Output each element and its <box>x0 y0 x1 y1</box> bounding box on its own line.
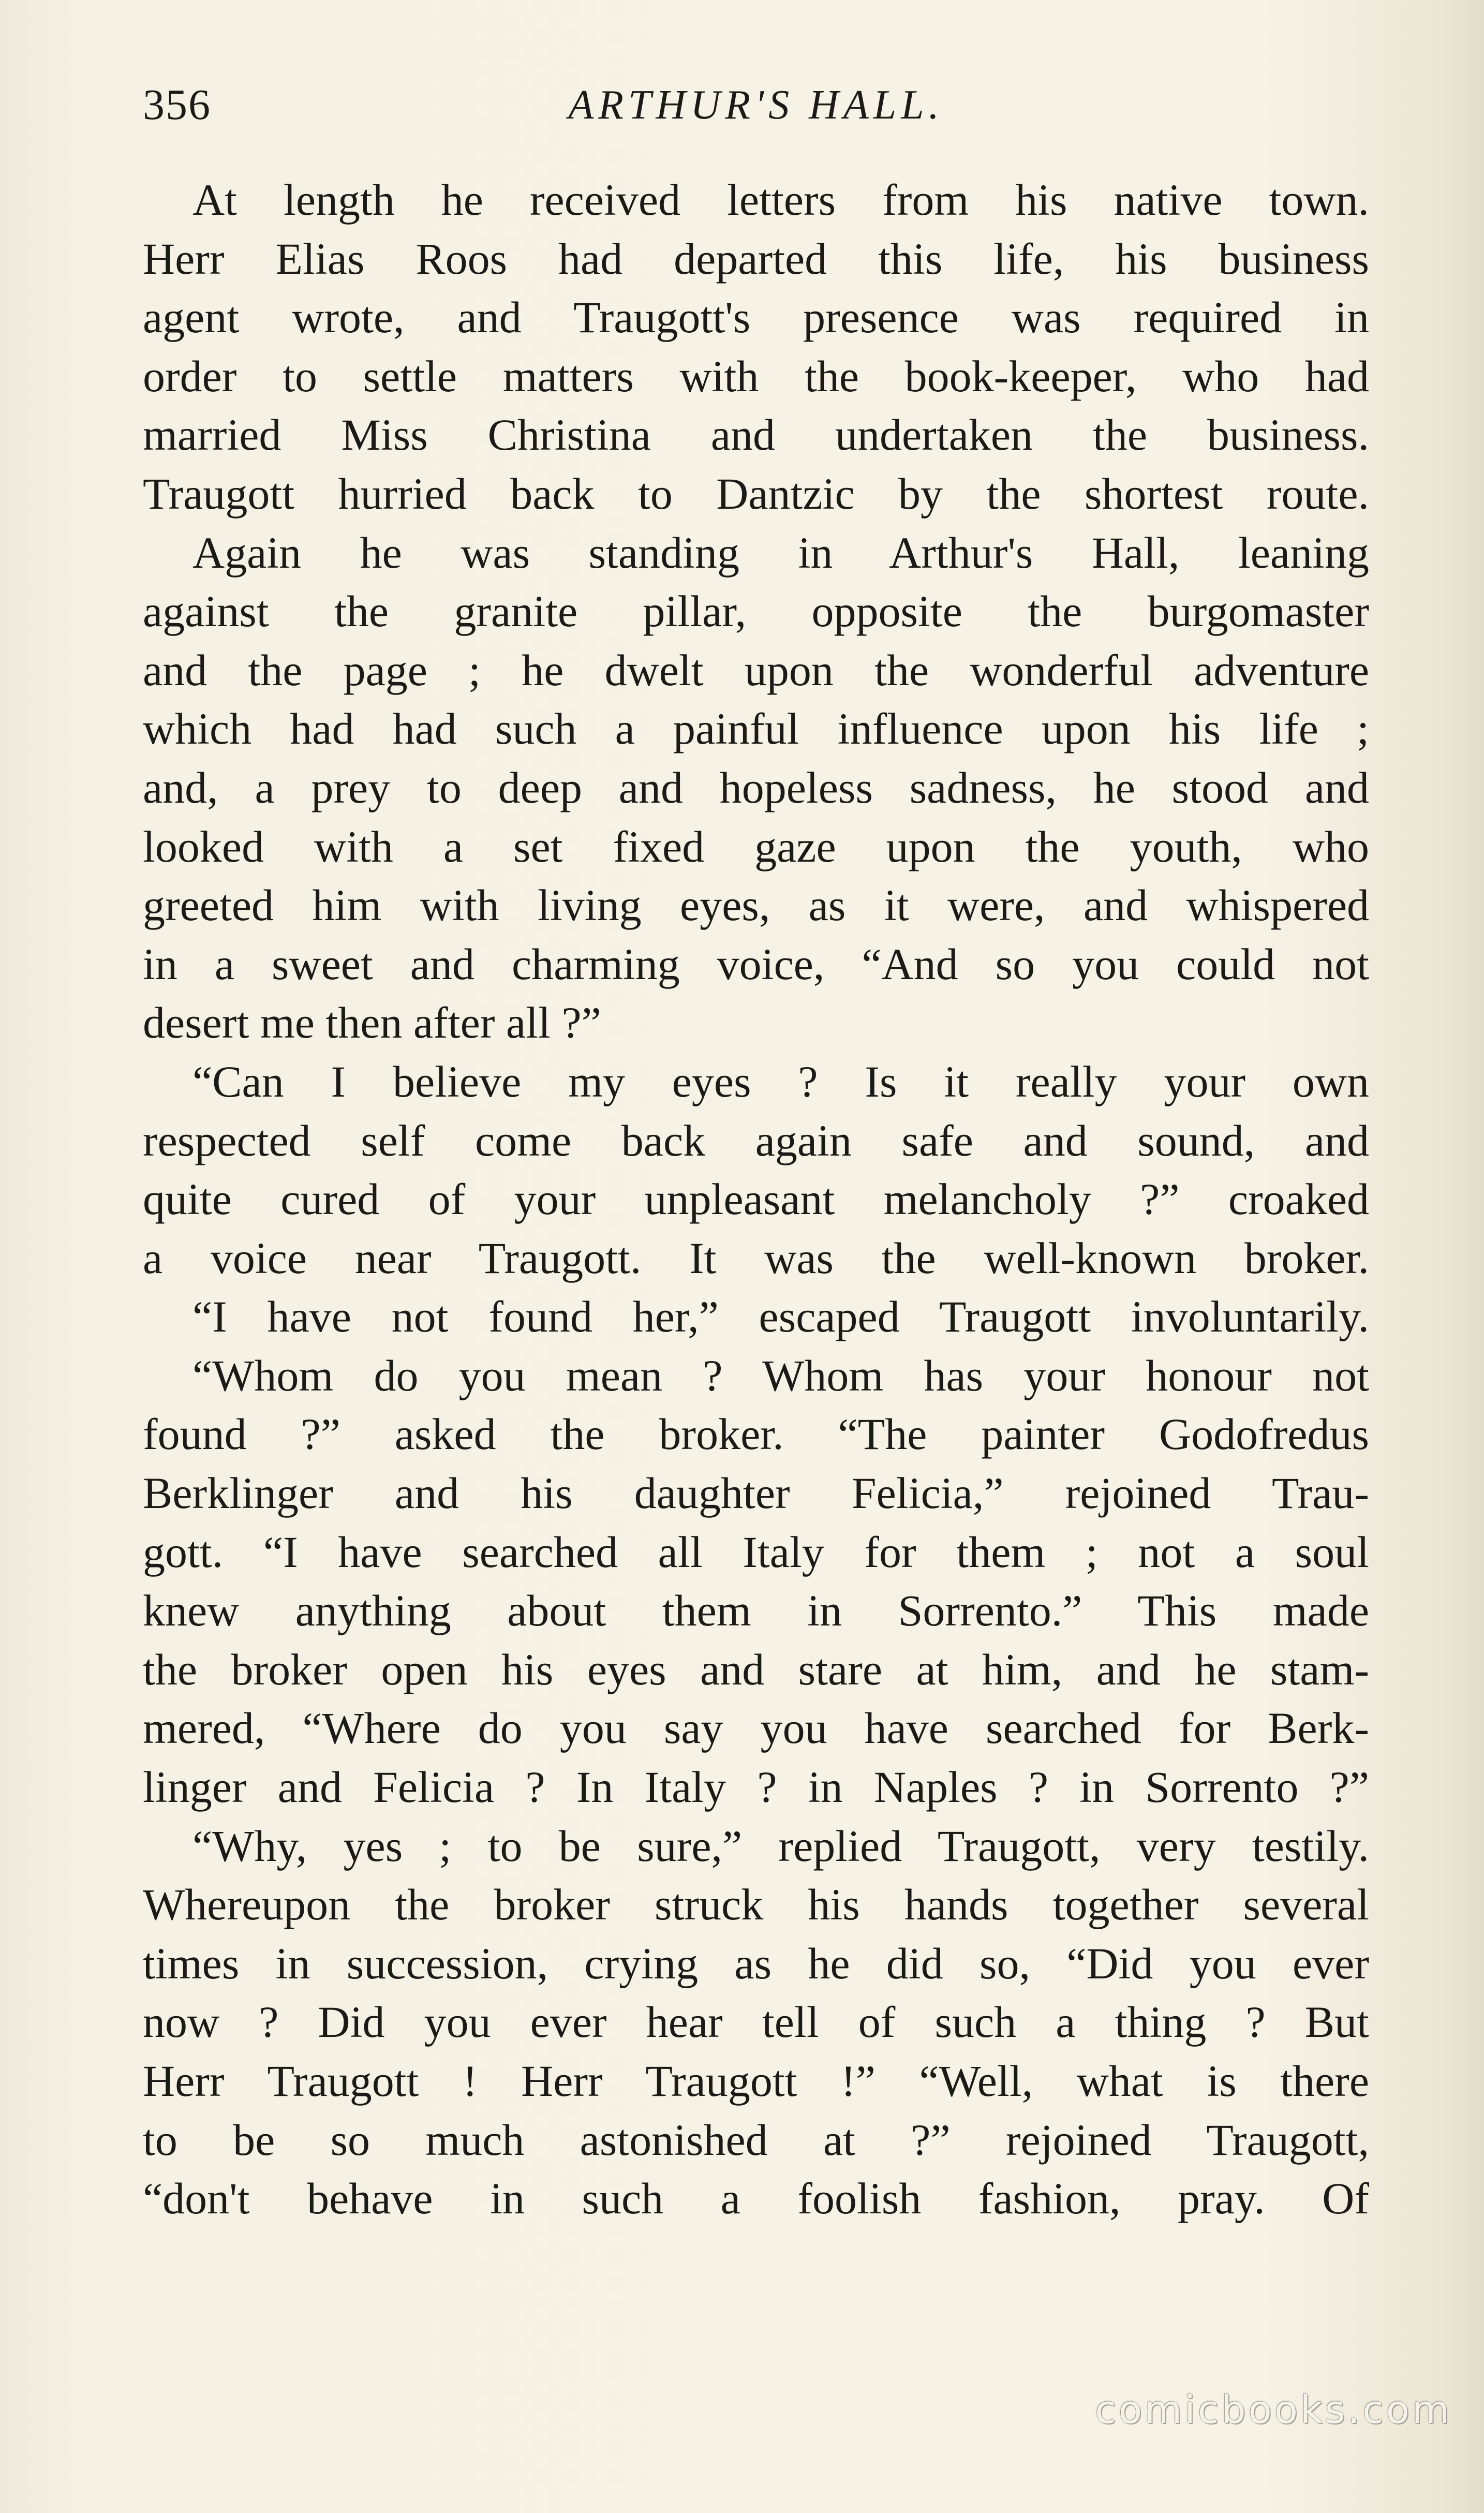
text-line: found ?” asked the broker. “The painter Godofredus <box>143 1409 1369 1459</box>
text-line: looked with a set fixed gaze upon the youth, who <box>143 821 1369 871</box>
text-line: and, a prey to deep and hopeless sadness, he stood and <box>143 762 1369 812</box>
text-line: married Miss Christina and undertaken the business. <box>143 410 1369 460</box>
text-line: At length he received letters from his native town. <box>192 175 1369 225</box>
text-line: gott. “I have searched all Italy for them ; not a soul <box>143 1527 1369 1577</box>
text-line: agent wrote, and Traugott's presence was required in <box>143 292 1369 343</box>
page-number: 356 <box>143 81 211 129</box>
text-line: mered, “Where do you say you have searched for Berk- <box>143 1703 1369 1753</box>
text-line: to be so much astonished at ?” rejoined Traugott, <box>143 2115 1369 2165</box>
text-line: “I have not found her,” escaped Traugott involuntarily. <box>192 1292 1369 1342</box>
text-line: Traugott hurried back to Dantzic by the shortest route. <box>143 468 1369 519</box>
text-line: against the granite pillar, opposite the burgomaster <box>143 586 1369 637</box>
text-line: greeted him with living eyes, as it were, and whispered <box>143 880 1369 930</box>
text-line: “Whom do you mean ? Whom has your honour not <box>192 1350 1369 1400</box>
text-line: a voice near Traugott. It was the well-known broker. <box>143 1233 1369 1283</box>
text-line: respected self come back again safe and sound, and <box>143 1115 1369 1165</box>
text-line: “Can I believe my eyes ? Is it really your own <box>192 1056 1369 1106</box>
text-line: and the page ; he dwelt upon the wonderful adventure <box>143 645 1369 695</box>
running-title: ARTHUR'S HALL. <box>568 82 944 128</box>
text-line: Herr Traugott ! Herr Traugott !” “Well, what is there <box>143 2056 1369 2106</box>
text-line: in a sweet and charming voice, “And so you could not <box>143 939 1369 989</box>
page-header <box>143 77 1369 134</box>
text-line: quite cured of your unpleasant melancholy ?” croaked <box>143 1174 1369 1224</box>
text-line: Whereupon the broker struck his hands together several <box>143 1880 1369 1930</box>
text-line: now ? Did you ever hear tell of such a thing ? But <box>143 1997 1369 2047</box>
text-line: linger and Felicia ? In Italy ? in Naples ? in Sorrento ?” <box>143 1762 1369 1812</box>
text-line: the broker open his eyes and stare at him, and he stam- <box>143 1644 1369 1694</box>
text-line: Berklinger and his daughter Felicia,” rejoined Trau- <box>143 1468 1369 1518</box>
text-line: times in succession, crying as he did so, “Did you ever <box>143 1938 1369 1988</box>
text-line: desert me then after all ?” <box>143 998 601 1048</box>
body-text <box>143 171 1369 2228</box>
watermark-text: comicbooks.com <box>1095 2388 1452 2432</box>
text-line: which had had such a painful influence upon his life ; <box>143 704 1369 754</box>
text-line: Herr Elias Roos had departed this life, his business <box>143 233 1369 284</box>
text-line: Again he was standing in Arthur's Hall, leaning <box>192 527 1369 578</box>
text-line: “Why, yes ; to be sure,” replied Traugott, very testily. <box>192 1821 1369 1871</box>
text-line: knew anything about them in Sorrento.” This made <box>143 1586 1369 1636</box>
text-line: “don't behave in such a foolish fashion, pray. Of <box>143 2174 1369 2224</box>
text-line: order to settle matters with the book-keeper, who had <box>143 351 1369 401</box>
